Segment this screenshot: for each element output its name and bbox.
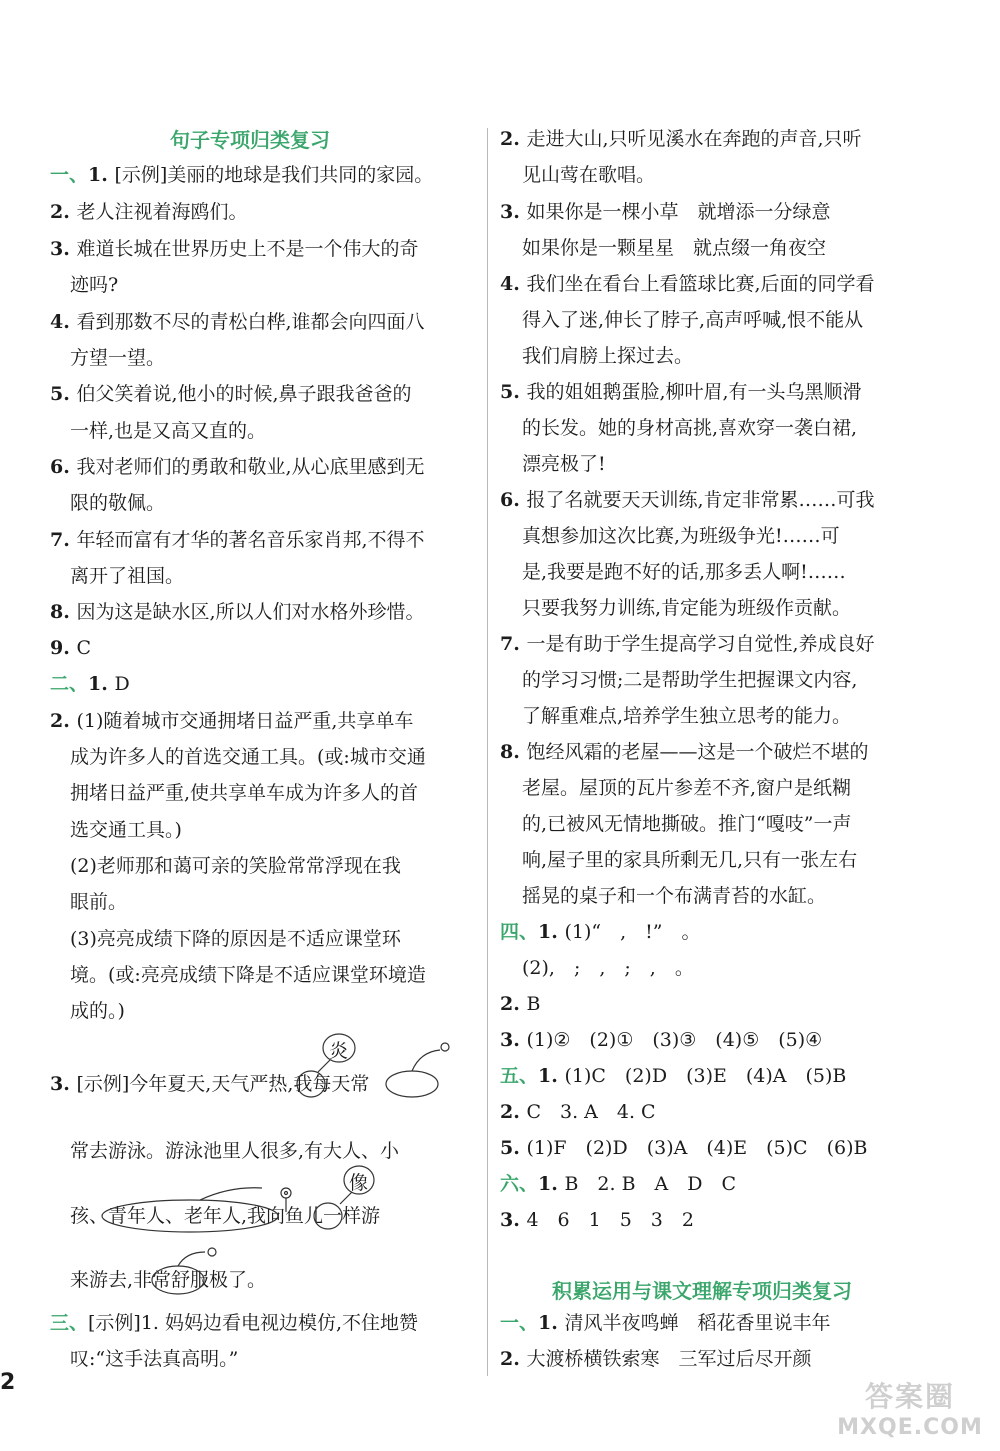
answer-line: 我们肩膀上探过去。 <box>522 345 694 367</box>
answer-line: 3. 如果你是一棵小草 就增添一分绿意 <box>500 201 831 223</box>
answer-line: 成为许多人的首选交通工具。(或:城市交通 <box>70 746 426 768</box>
answer-line: 漂亮极了! <box>522 453 606 475</box>
answer-line: 离开了祖国。 <box>70 565 185 587</box>
answer-line: 的,已被风无情地撕破。推门“嘎吱”一声 <box>522 813 852 835</box>
answer-line: 3. [示例]今年夏天,天气严热,我每天常 <box>50 1073 370 1095</box>
page-number: 2 <box>0 1370 16 1395</box>
answer-line: 摇晃的桌子和一个布满青苔的水缸。 <box>522 885 827 907</box>
answer-line: 的长发。她的身材高挑,喜欢穿一袭白裙, <box>522 417 858 439</box>
answer-line: 限的敬佩。 <box>70 492 166 514</box>
answer-line: (3)亮亮成绩下降的原因是不适应课堂环 <box>70 928 401 950</box>
column-divider <box>487 128 488 1376</box>
answer-line: 7. 年轻而富有才华的著名音乐家肖邦,不得不 <box>50 529 425 551</box>
answer-line: 3. (1)② (2)① (3)③ (4)⑤ (5)④ <box>500 1029 823 1051</box>
answer-line: 一、1. [示例]美丽的地球是我们共同的家园。 <box>50 164 434 186</box>
answer-line: 二、1. D <box>50 673 130 695</box>
answer-line: 选交通工具。) <box>70 819 182 841</box>
answer-line: 2. B <box>500 993 541 1015</box>
answer-line: 9. C <box>50 637 91 659</box>
answer-line: 境。(或:亮亮成绩下降是不适应课堂环境造 <box>70 964 426 986</box>
answer-line: (2), ; , ; , 。 <box>522 957 694 979</box>
answer-line: 方望一望。 <box>70 347 166 369</box>
answer-line: 孩、青年人、老年人,我向鱼儿一样游 <box>70 1205 381 1227</box>
answer-line: 8. 因为这是缺水区,所以人们对水格外珍惜。 <box>50 601 425 623</box>
watermark <box>825 1375 995 1445</box>
answer-line: 拥堵日益严重,使共享单车成为许多人的首 <box>70 782 419 804</box>
answer-line: 来游去,非常舒服极了。 <box>70 1269 267 1291</box>
answer-line: 得入了迷,伸长了脖子,高声呼喊,恨不能从 <box>522 309 864 331</box>
answer-line: 3. 难道长城在世界历史上不是一个伟大的奇 <box>50 238 419 260</box>
answer-line: 2. 大渡桥横铁索寒 三军过后尽开颜 <box>500 1348 812 1370</box>
answer-line: 一样,也是又高又直的。 <box>70 420 267 442</box>
answer-line: 真想参加这次比赛,为班级争光!……可 <box>522 525 840 547</box>
answer-line: 眼前。 <box>70 891 128 913</box>
answer-line: 4. 我们坐在看台上看篮球比赛,后面的同学看 <box>500 273 875 295</box>
answer-line: 6. 报了名就要天天训练,肯定非常累……可我 <box>500 489 875 511</box>
watermark-logo-text: 答案圈 <box>864 1380 955 1413</box>
answer-line: 6. 我对老师们的勇敢和敬业,从心底里感到无 <box>50 456 425 478</box>
answer-line: 2. 走进大山,只听见溪水在奔跑的声音,只听 <box>500 128 862 150</box>
answer-line: 的学习习惯;二是帮助学生把握课文内容, <box>522 669 858 691</box>
answer-line: 了解重难点,培养学生独立思考的能力。 <box>522 705 852 727</box>
answer-line: 2. C 3. A 4. C <box>500 1101 656 1123</box>
answer-line: 4. 看到那数不尽的青松白桦,谁都会向四面八 <box>50 311 425 333</box>
answer-line: 三、[示例]1. 妈妈边看电视边模仿,不住地赞 <box>50 1312 419 1334</box>
answer-line: 成的。) <box>70 1000 125 1022</box>
answer-line: 7. 一是有助于学生提高学习自觉性,养成良好 <box>500 633 875 655</box>
answer-line: 四、1. (1)“ , !” 。 <box>500 921 701 943</box>
answer-line: (2)老师那和蔼可亲的笑脸常常浮现在我 <box>70 855 401 877</box>
answer-line: 5. (1)F (2)D (3)A (4)E (5)C (6)B <box>500 1137 868 1159</box>
answer-line: 响,屋子里的家具所剩无几,只有一张左右 <box>522 849 858 871</box>
answer-line: 8. 饱经风霜的老屋——这是一个破烂不堪的 <box>500 741 869 763</box>
watermark-url: MXQE.COM <box>837 1415 983 1440</box>
correction-annotation: 像 <box>349 1172 369 1194</box>
answer-line: 3. 4 6 1 5 3 2 <box>500 1209 694 1231</box>
left-section-title: 句子专项归类复习 <box>170 128 330 152</box>
answer-line: 五、1. (1)C (2)D (3)E (4)A (5)B <box>500 1065 847 1087</box>
right-section-title: 积累运用与课文理解专项归类复习 <box>552 1279 852 1303</box>
answer-line: 见山莺在歌唱。 <box>522 164 656 186</box>
answer-line: 5. 伯父笑着说,他小的时候,鼻子跟我爸爸的 <box>50 383 412 405</box>
answer-line: 2. 老人注视着海鸥们。 <box>50 201 248 223</box>
answer-line: 迹吗? <box>70 274 119 296</box>
answer-line: 5. 我的姐姐鹅蛋脸,柳叶眉,有一头乌黑顺滑 <box>500 381 862 403</box>
answer-line: 常去游泳。游泳池里人很多,有大人、小 <box>70 1140 400 1162</box>
answer-line: 2. (1)随着城市交通拥堵日益严重,共享单车 <box>50 710 414 732</box>
answer-line: 只要我努力训练,肯定能为班级作贡献。 <box>522 597 852 619</box>
answer-line: 六、1. B 2. B A D C <box>500 1173 737 1195</box>
answer-line: 是,我要是跑不好的话,那多丢人啊!…… <box>522 561 846 583</box>
answer-line: 叹:“这手法真高明。” <box>70 1348 239 1370</box>
answer-line: 如果你是一颗星星 就点缀一角夜空 <box>522 237 827 259</box>
correction-annotation: 炎 <box>329 1040 349 1062</box>
answer-line: 一、1. 清风半夜鸣蝉 稻花香里说丰年 <box>500 1312 831 1334</box>
answer-line: 老屋。屋顶的瓦片参差不齐,窗户是纸糊 <box>522 777 852 799</box>
